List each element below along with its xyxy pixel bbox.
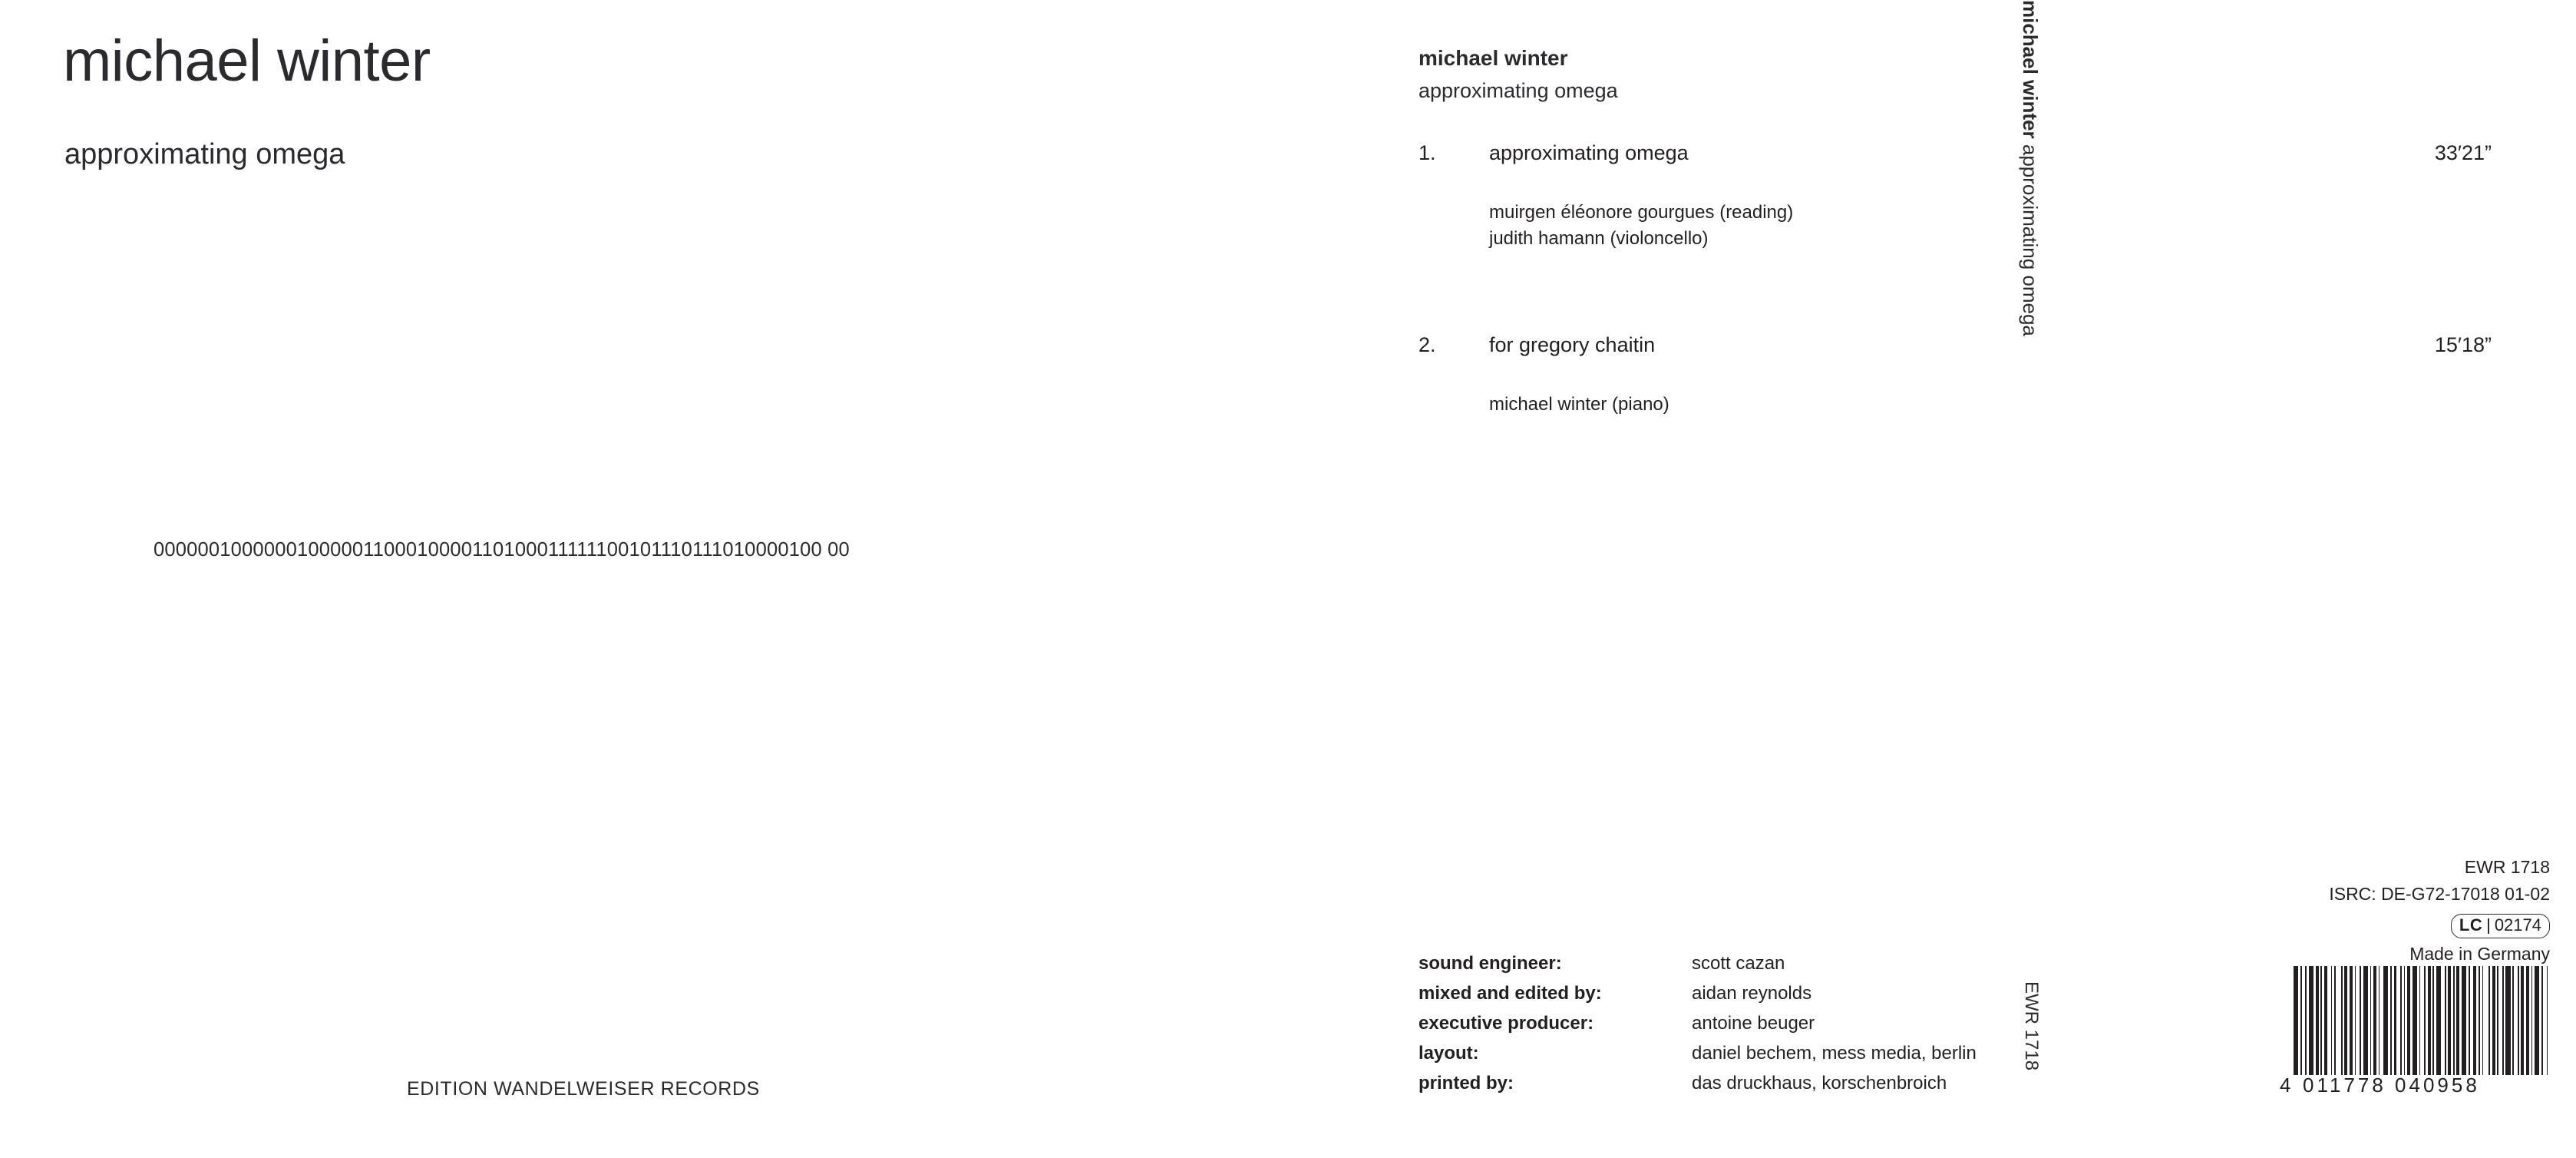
spine-catalog-number: EWR 1718 (2021, 981, 2042, 1071)
tracklist-panel (1397, 0, 2576, 1158)
credit-row (1418, 1038, 1977, 1068)
credit-value: das druckhaus, korschenbroich (1692, 1073, 1947, 1093)
lc-letters: LC (2459, 915, 2483, 935)
barcode (2280, 966, 2550, 1104)
track-duration: 15′18” (2434, 333, 2492, 356)
track-title: for gregory chaitin (1489, 333, 1656, 356)
credit-label: sound engineer: (1418, 953, 1562, 974)
credit-value: daniel bechem, mess media, berlin (1692, 1043, 1977, 1064)
credit-value: antoine beuger (1692, 1013, 1815, 1034)
spine-artist: michael winter (2019, 0, 2042, 139)
binary-sequence: 00000010000001000001100010000110100011111100101110111010000100 00 (154, 539, 850, 561)
credit-row (1418, 978, 1977, 1008)
lc-number: 02174 (2494, 915, 2541, 935)
lc-code-line (2329, 912, 2550, 938)
credits-block (1418, 948, 1977, 1098)
credit-label: printed by: (1418, 1073, 1514, 1093)
record-label-name: EDITION WANDELWEISER RECORDS (407, 1078, 760, 1100)
credit-label: mixed and edited by: (1418, 983, 1602, 1004)
track-number: 2. (1418, 333, 1436, 356)
tracklist-album: approximating omega (1418, 79, 1618, 102)
credit-label: executive producer: (1418, 1013, 1594, 1034)
album-title: approximating omega (64, 138, 345, 170)
barcode-digits: 011778 040958 (2303, 1074, 2480, 1097)
performer-line: muirgen éléonore gourgues (reading) (1489, 202, 1794, 223)
country-of-manufacture: Made in Germany (2409, 943, 2550, 964)
performer-line: judith hamann (violoncello) (1489, 228, 1709, 250)
credit-row (1418, 1008, 1977, 1038)
track-performers (1489, 392, 1669, 418)
track-duration: 33′21” (2434, 141, 2492, 164)
credit-row (1418, 948, 1977, 978)
credit-row (1418, 1068, 1977, 1098)
tracklist-artist: michael winter (1418, 46, 1568, 70)
track-performers (1489, 200, 1793, 252)
credit-value: scott cazan (1692, 953, 1785, 974)
artist-name: michael winter (63, 28, 431, 94)
credit-label: layout: (1418, 1043, 1479, 1064)
performer-line: michael winter (piano) (1489, 394, 1669, 415)
catalog-number: EWR 1718 (2464, 857, 2550, 877)
spine-album: approximating omega (2019, 144, 2042, 336)
barcode-bars (2294, 966, 2550, 1075)
track-title: approximating omega (1489, 141, 1689, 164)
back-cover-panel (0, 0, 1243, 1158)
track-number: 1. (1418, 141, 1436, 164)
barcode-lead-digit: 4 (2280, 1074, 2291, 1097)
release-meta-block (2329, 854, 2550, 968)
lc-separator (2488, 918, 2489, 934)
lc-badge (2451, 914, 2550, 938)
credit-value: aidan reynolds (1692, 983, 1812, 1004)
isrc-code: ISRC: DE-G72-17018 01-02 (2329, 883, 2550, 904)
